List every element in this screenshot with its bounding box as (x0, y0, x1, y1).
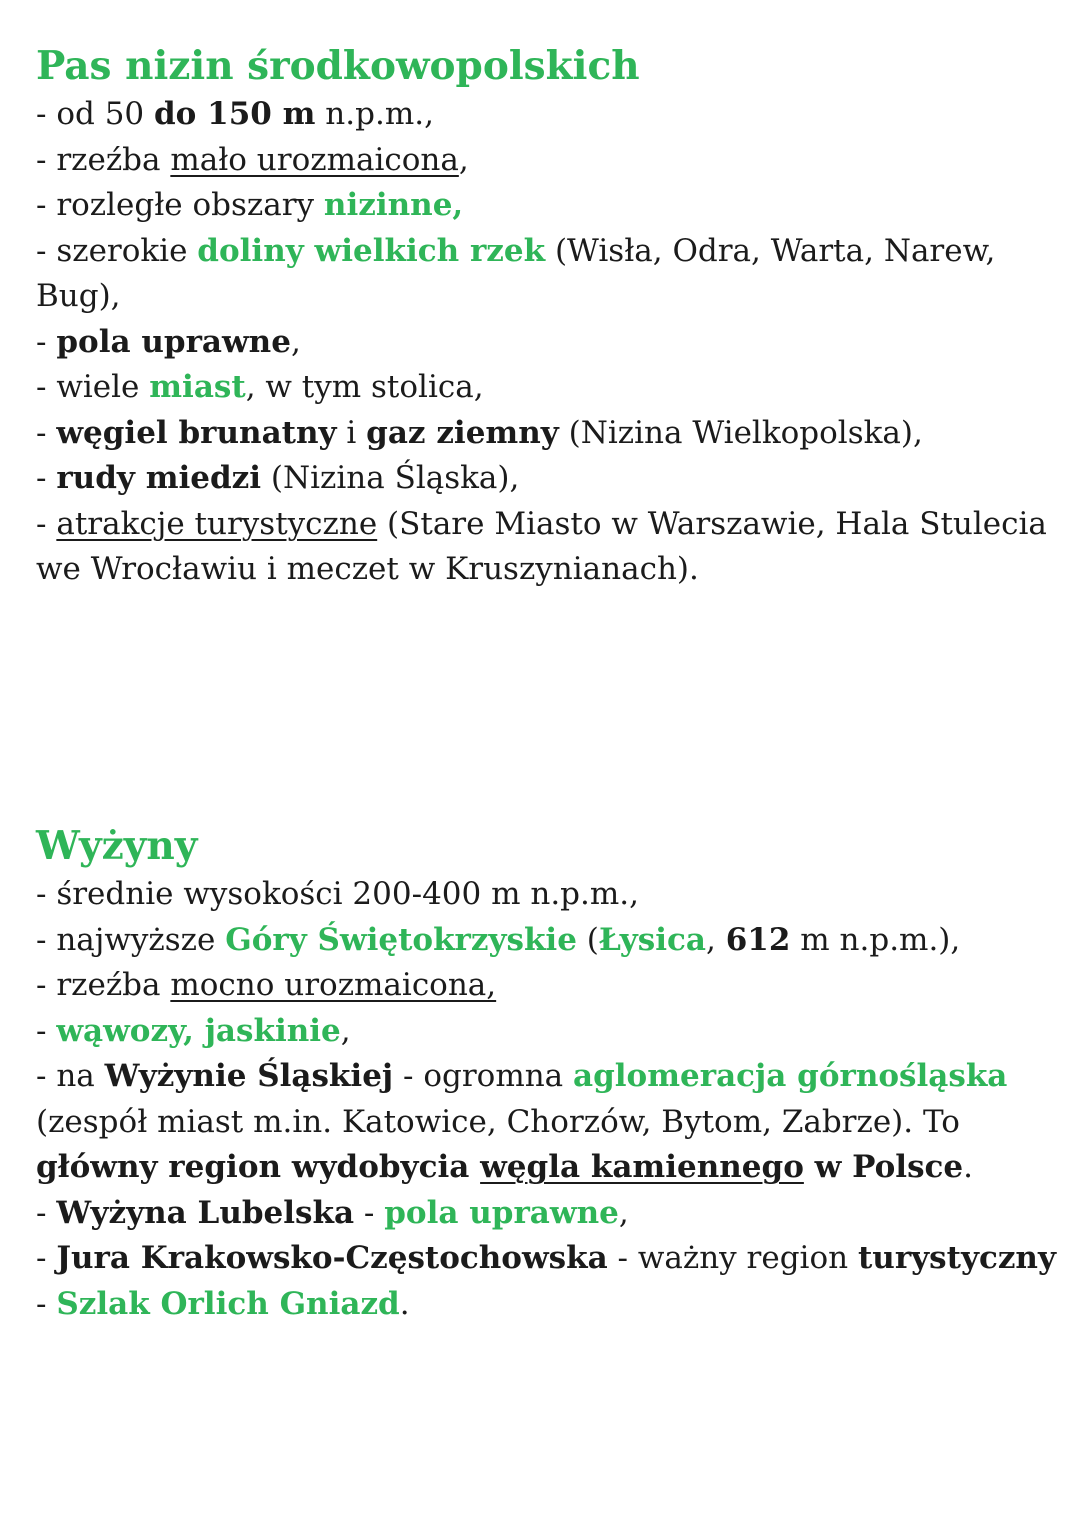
text: - (36, 1240, 57, 1276)
text: , (290, 323, 301, 360)
list-item (36, 1236, 1056, 1327)
text-bold: Jura Krakowsko-Częstochowska (56, 1240, 608, 1276)
text: - (36, 1194, 57, 1231)
text: - szerokie (36, 232, 198, 269)
text: n.p.m., (315, 96, 434, 132)
text-highlight: doliny wielkich rzek (197, 232, 546, 269)
list-item (36, 963, 1056, 1009)
text: - rzeźba (36, 967, 171, 1003)
text-bold: 612 (725, 921, 791, 958)
text: - najwyższe (36, 921, 226, 958)
text-highlight: , (452, 187, 464, 223)
text: m n.p.m.), (790, 921, 961, 958)
text-underlined: mocno urozmaicona, (170, 967, 497, 1003)
text-bold: turystyczny (857, 1240, 1056, 1276)
list-item (36, 918, 1056, 964)
text: - (36, 323, 57, 360)
text: - rzeźba (36, 141, 171, 178)
text-bold: rudy miedzi (56, 460, 262, 496)
text-highlight: Góry Świętokrzyskie (225, 921, 577, 958)
text-bold: główny region wydobycia (36, 1149, 481, 1185)
text: (Wisła, Odra, Warta, Narew, Bug), (36, 232, 996, 314)
text: , (706, 921, 726, 958)
text: - (36, 1285, 57, 1322)
list-item (36, 320, 1056, 366)
text: , (458, 141, 469, 178)
section-title-nizin: Pas nizin środkowopolskich (36, 43, 640, 89)
text: - (36, 505, 57, 542)
text-underlined: atrakcje turystyczne (56, 505, 378, 542)
text-underlined: mało urozmaicona (170, 141, 459, 178)
text-highlight: aglomeracja górnośląska (573, 1058, 1008, 1094)
text-highlight: miast (149, 369, 246, 405)
list-item (36, 92, 1056, 138)
text: - na (36, 1058, 105, 1094)
text-bold: Wyżynie Śląskiej (104, 1058, 394, 1094)
list-item (36, 138, 1056, 184)
text: (Nizina Wielkopolska), (558, 414, 923, 451)
text: - (36, 1012, 57, 1049)
text: , w tym stolica, (245, 369, 484, 405)
text-bold: w Polsce (803, 1149, 964, 1185)
list-item (36, 1191, 1056, 1237)
section-title-wyzyny: Wyżyny (36, 823, 198, 869)
text-bold: gaz ziemny (366, 414, 559, 451)
text: . (963, 1149, 973, 1185)
text-bold: węgiel brunatny (56, 414, 337, 451)
text: (Nizina Śląska), (261, 460, 520, 496)
section-wyzyny (36, 820, 1056, 1327)
text-highlight: wąwozy, jaskinie (56, 1012, 341, 1049)
text: ( (576, 921, 599, 958)
text-highlight: Szlak Orlich Gniazd (56, 1285, 400, 1322)
text-bold: do 150 m (154, 96, 316, 132)
list-item (36, 872, 1056, 918)
list-item (36, 183, 1056, 229)
text-highlight: pola uprawne (384, 1194, 619, 1231)
text: , (340, 1012, 351, 1049)
section-nizin (36, 40, 1056, 593)
list-item (36, 229, 1056, 320)
text: - rozległe obszary (36, 187, 324, 223)
text: , (618, 1194, 629, 1231)
text: . (399, 1285, 410, 1322)
text: - (36, 414, 57, 451)
text: (Stare Miasto w Warszawie, Hala Stulecia we Wrocławiu i meczet w Kruszynianach). (36, 505, 1047, 587)
text: - od 50 (36, 96, 154, 132)
text-bold: Wyżyna Lubelska (56, 1194, 355, 1231)
list-item (36, 1054, 1056, 1191)
text: - ogromna (393, 1058, 574, 1094)
list-item (36, 411, 1056, 457)
text: - średnie wysokości 200-400 m n.p.m., (36, 876, 639, 912)
text: - (354, 1194, 385, 1231)
text: - (36, 460, 57, 496)
text-bold-underlined: węgla kamiennego (480, 1149, 804, 1185)
list-item (36, 1009, 1056, 1055)
text: - wiele (36, 369, 150, 405)
text-highlight: Łysica (598, 921, 706, 958)
text: (zespół miast m.in. Katowice, Chorzów, Bytom, Zabrze). To (36, 1103, 960, 1140)
list-item (36, 456, 1056, 502)
list-item (36, 502, 1056, 593)
text: - ważny region (607, 1240, 858, 1276)
text: i (336, 414, 367, 451)
text-highlight: nizinne (323, 187, 453, 223)
list-item (36, 365, 1056, 411)
text-bold: pola uprawne (56, 323, 291, 360)
